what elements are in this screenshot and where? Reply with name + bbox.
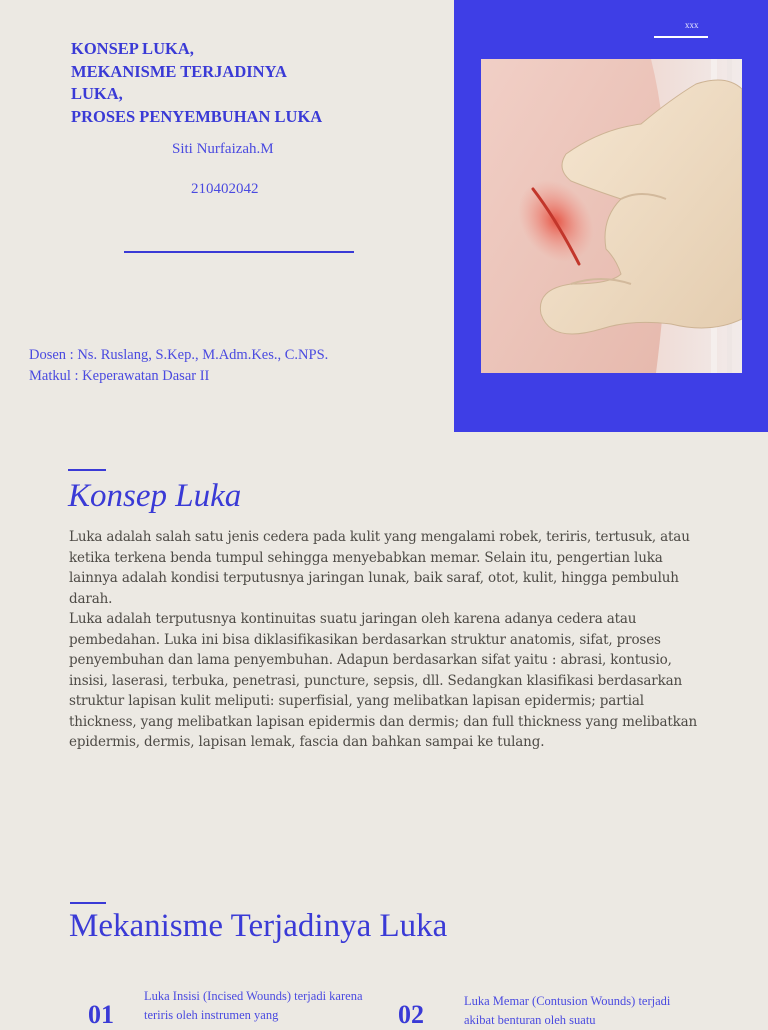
item-number: 01 <box>88 1000 114 1029</box>
item-text: Luka Memar (Contusion Wounds) terjadi akibat benturan oleh suatu <box>464 994 671 1027</box>
cover-title <box>71 38 401 128</box>
cover-title-line: PROSES PENYEMBUHAN LUKA <box>71 106 323 126</box>
cover-title-line: MEKANISME TERJADINYA <box>71 61 287 81</box>
lecturer-line: Dosen : Ns. Ruslang, S.Kep., M.Adm.Kes., C.NPS. <box>29 347 329 363</box>
section-body-konsep <box>69 527 699 753</box>
student-id: 210402042 <box>191 181 259 197</box>
section-title-konsep: Konsep Luka <box>68 478 242 514</box>
section-accent-line <box>68 469 106 471</box>
cover-divider <box>124 251 354 253</box>
section-title-mekanisme: Mekanisme Terjadinya Luka <box>69 908 448 944</box>
item-text: Luka Insisi (Incised Wounds) terjadi karena teriris oleh instrumen yang <box>144 989 363 1022</box>
course-info <box>29 345 328 387</box>
author-name: Siti Nurfaizah.M <box>172 141 274 157</box>
wound-photo <box>481 59 742 373</box>
course-line: Matkul : Keperawatan Dasar II <box>29 368 210 384</box>
cover-title-line: LUKA, <box>71 84 123 103</box>
cover-title-line: KONSEP LUKA, <box>71 39 194 58</box>
section-accent-line <box>70 902 106 904</box>
paragraph: Luka adalah salah satu jenis cedera pada kulit yang mengalami robek, teriris, tertusuk, atau ketika terkena benda tumpul sehingga menyebabkan memar. Selain itu, pengertian luka lainnya adalah kondisi terputusnya jaringan lunak, baik saraf, otot, kulit, hingga pembuluh darah. <box>69 529 690 607</box>
paragraph: Luka adalah terputusnya kontinuitas suatu jaringan oleh karena adanya cedera atau pembedahan. Luka ini bisa diklasifikasikan berdasarkan struktur anatomis, sifat, proses penyembuhan dan lama penyembuhan. Adapun berdasarkan sifat yaitu : abrasi, kontusio, insisi, laserasi, terbuka, penetrasi, puncture, sepsis, dll. Sedangkan klasifikasi berdasarkan struktur lapisan kulit meliputi: superfisial, yang melibatkan lapisan epidermis; partial thickness, yang melibatkan lapisan epidermis dan dermis; dan full thickness yang melibatkan epidermis, dermis, lapisan lemak, fascia dan bahkan sampai ke tulang. <box>69 611 698 750</box>
item-number: 02 <box>398 1000 424 1029</box>
corner-label: xxx <box>685 20 699 30</box>
corner-divider <box>654 36 708 38</box>
